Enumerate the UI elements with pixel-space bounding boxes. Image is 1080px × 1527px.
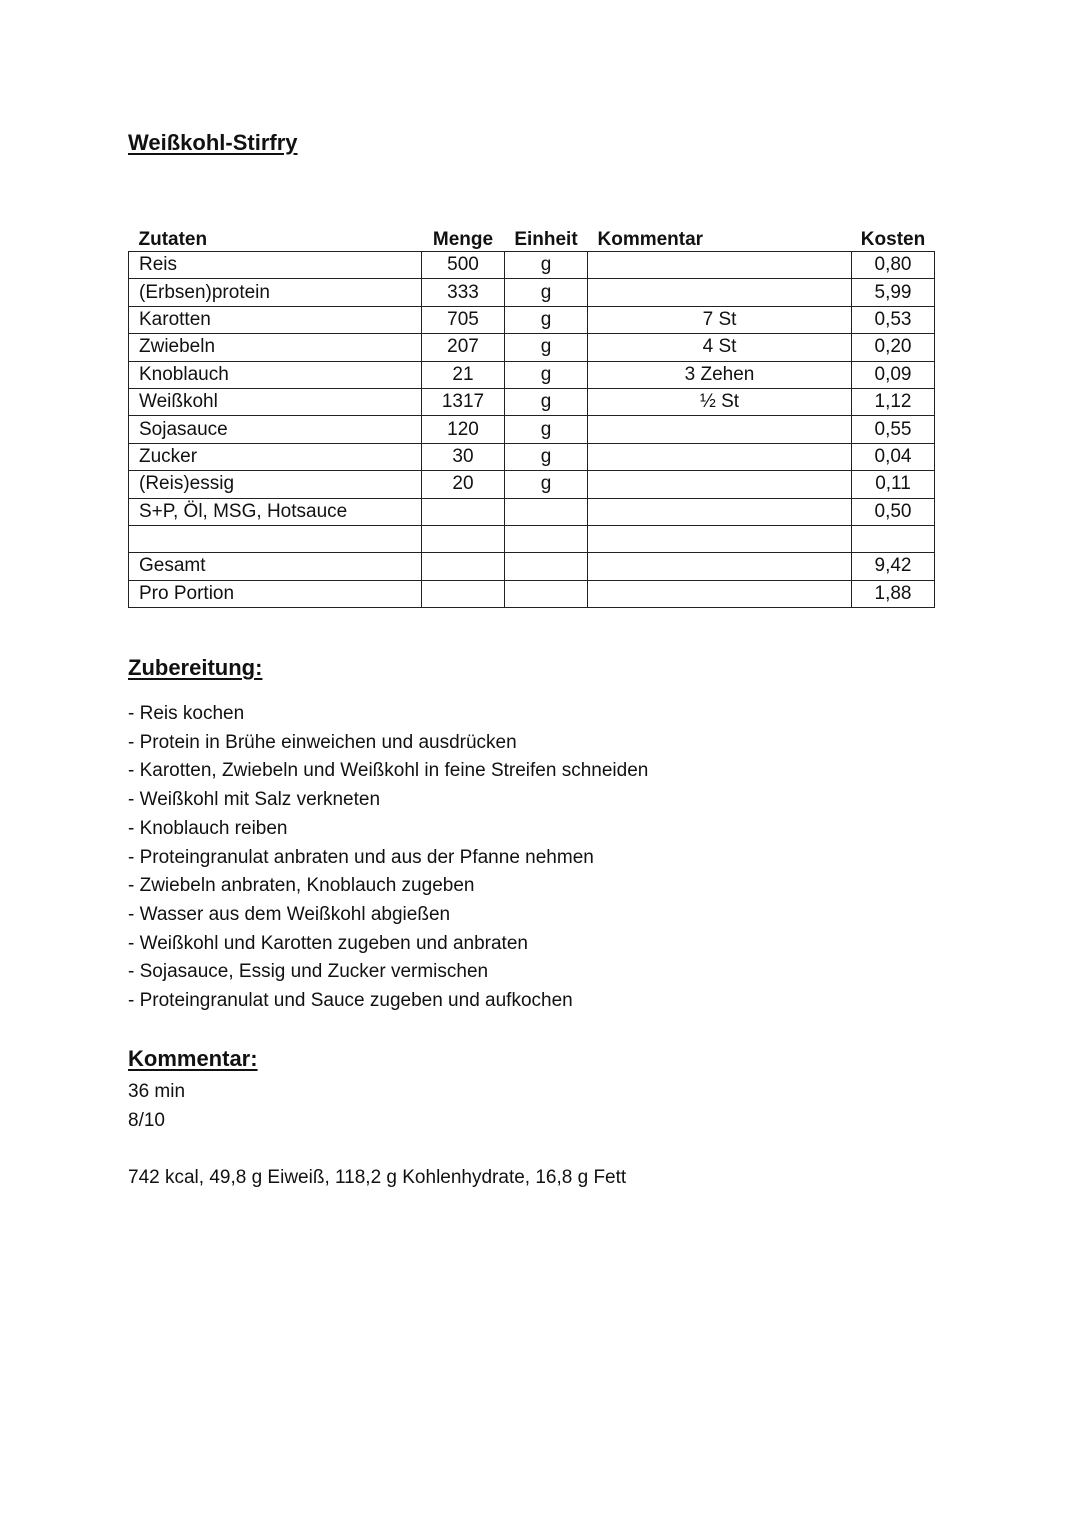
cell-kosten: 0,53 — [852, 306, 935, 333]
table-header-row — [129, 225, 935, 252]
cell-kommentar: ½ St — [588, 388, 852, 415]
ingredient-rows — [129, 252, 935, 608]
cell-menge — [422, 525, 505, 552]
cell-kommentar — [588, 525, 852, 552]
table-row — [129, 361, 935, 388]
cell-kommentar — [588, 498, 852, 525]
list-item: - Knoblauch reiben — [128, 817, 288, 839]
cell-kosten: 1,88 — [852, 580, 935, 607]
cell-kosten — [852, 525, 935, 552]
cell-kommentar: 7 St — [588, 306, 852, 333]
cell-kosten: 0,09 — [852, 361, 935, 388]
cell-kosten: 0,50 — [852, 498, 935, 525]
ingredients-table — [128, 225, 935, 608]
cell-menge — [422, 553, 505, 580]
header-kosten: Kosten — [860, 229, 926, 250]
cell-menge: 705 — [422, 306, 505, 333]
list-item: - Sojasauce, Essig und Zucker vermischen — [128, 961, 489, 983]
cell-kommentar — [588, 416, 852, 443]
table-row — [129, 471, 935, 498]
cell-kosten: 5,99 — [852, 279, 935, 306]
recipe-title: Weißkohl-Stirfry — [128, 130, 298, 155]
list-item: - Reis kochen — [128, 703, 245, 724]
cell-kommentar: 3 Zehen — [588, 361, 852, 388]
cell-einheit: g — [505, 388, 588, 415]
cell-einheit: g — [505, 471, 588, 498]
cell-zutat: Karotten — [129, 306, 422, 333]
cell-einheit — [505, 580, 588, 607]
cell-menge — [422, 498, 505, 525]
table-row — [129, 334, 935, 361]
cell-zutat: Zwiebeln — [129, 334, 422, 361]
cell-zutat: Zucker — [129, 443, 422, 470]
cell-menge: 120 — [422, 416, 505, 443]
cell-kommentar — [588, 471, 852, 498]
cell-kommentar: 4 St — [588, 334, 852, 361]
table-row — [129, 553, 935, 580]
cell-einheit: g — [505, 252, 588, 279]
comment-block — [128, 1078, 185, 1135]
preparation-steps — [128, 700, 648, 1016]
nutrition-info: 742 kcal, 49,8 g Eiweiß, 118,2 g Kohlenhydrate, 16,8 g Fett — [128, 1167, 627, 1188]
cell-kommentar — [588, 252, 852, 279]
kommentar-heading: Kommentar: — [128, 1046, 258, 1071]
cell-zutat: Pro Portion — [129, 580, 422, 607]
list-item: - Proteingranulat und Sauce zugeben und aufkochen — [128, 990, 573, 1012]
cell-zutat: (Erbsen)protein — [129, 279, 422, 306]
cell-einheit: g — [505, 306, 588, 333]
cell-zutat: (Reis)essig — [129, 471, 422, 498]
cell-kosten: 0,55 — [852, 416, 935, 443]
cell-kommentar — [588, 279, 852, 306]
cell-zutat: S+P, Öl, MSG, Hotsauce — [129, 498, 422, 525]
cell-kosten: 9,42 — [852, 553, 935, 580]
cell-kosten: 0,11 — [852, 471, 935, 498]
cell-menge — [422, 580, 505, 607]
cell-menge: 1317 — [422, 388, 505, 415]
header-kommentar: Kommentar — [597, 229, 704, 250]
table-row — [129, 525, 935, 552]
cell-kosten: 0,80 — [852, 252, 935, 279]
cell-zutat: Gesamt — [129, 553, 422, 580]
cell-einheit: g — [505, 361, 588, 388]
table-row — [129, 443, 935, 470]
table-row — [129, 388, 935, 415]
cell-menge: 207 — [422, 334, 505, 361]
cell-kosten: 1,12 — [852, 388, 935, 415]
cell-kosten: 0,04 — [852, 443, 935, 470]
cell-zutat: Weißkohl — [129, 388, 422, 415]
table-row — [129, 580, 935, 607]
cell-kommentar — [588, 553, 852, 580]
cooking-time: 36 min — [128, 1081, 186, 1102]
header-zutaten: Zutaten — [138, 229, 208, 250]
header-einheit: Einheit — [514, 229, 578, 250]
zubereitung-heading: Zubereitung: — [128, 655, 263, 680]
table-row — [129, 306, 935, 333]
table-row — [129, 498, 935, 525]
cell-zutat: Reis — [129, 252, 422, 279]
cell-menge: 20 — [422, 471, 505, 498]
cell-zutat — [129, 525, 422, 552]
header-menge: Menge — [432, 229, 494, 250]
cell-zutat: Sojasauce — [129, 416, 422, 443]
cell-menge: 500 — [422, 252, 505, 279]
rating: 8/10 — [128, 1109, 165, 1131]
list-item: - Karotten, Zwiebeln und Weißkohl in feine Streifen schneiden — [128, 760, 649, 782]
cell-einheit: g — [505, 443, 588, 470]
list-item: - Weißkohl und Karotten zugeben und anbraten — [128, 932, 528, 954]
list-item: - Protein in Brühe einweichen und ausdrücken — [128, 731, 517, 753]
list-item: - Wasser aus dem Weißkohl abgießen — [128, 903, 451, 925]
list-item: - Proteingranulat anbraten und aus der Pfanne nehmen — [128, 846, 594, 868]
cell-menge: 30 — [422, 443, 505, 470]
list-item: - Zwiebeln anbraten, Knoblauch zugeben — [128, 875, 475, 897]
cell-kommentar — [588, 580, 852, 607]
cell-einheit — [505, 525, 588, 552]
table-row — [129, 252, 935, 279]
cell-menge: 333 — [422, 279, 505, 306]
cell-einheit — [505, 553, 588, 580]
cell-einheit: g — [505, 416, 588, 443]
list-item: - Weißkohl mit Salz verkneten — [128, 789, 381, 811]
cell-einheit — [505, 498, 588, 525]
cell-einheit: g — [505, 334, 588, 361]
cell-menge: 21 — [422, 361, 505, 388]
table-row — [129, 279, 935, 306]
table-row — [129, 416, 935, 443]
cell-einheit: g — [505, 279, 588, 306]
cell-kosten: 0,20 — [852, 334, 935, 361]
cell-zutat: Knoblauch — [129, 361, 422, 388]
cell-kommentar — [588, 443, 852, 470]
